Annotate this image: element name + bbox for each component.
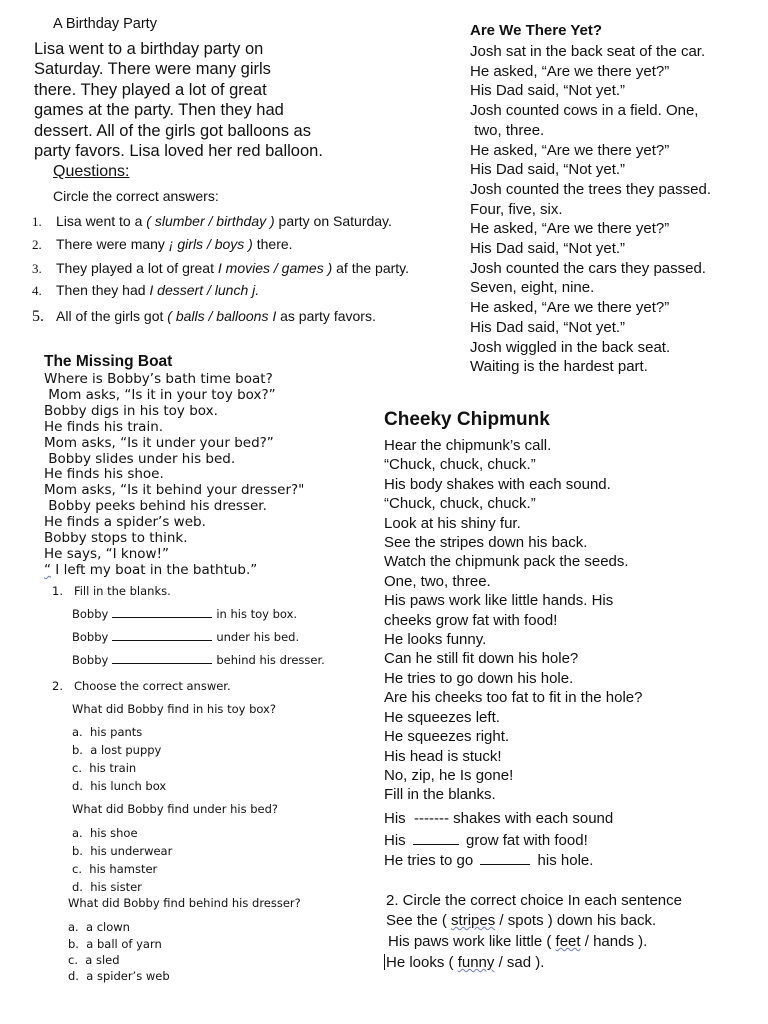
story-line: Josh counted the cars they passed. <box>470 259 706 277</box>
mc-option: d. a spider’s web <box>68 969 170 983</box>
birthday-story <box>34 39 454 161</box>
story-line: Watch the chipmunk pack the seeds. <box>384 553 629 571</box>
fill-blank-line: Bobby under his bed. <box>72 630 300 644</box>
fill-blank-line: Bobby behind his dresser. <box>72 653 325 667</box>
story-line: Look at his shiny fur. <box>384 514 521 532</box>
story-line: “ I left my boat in the bathtub.” <box>44 561 258 578</box>
mc-option: d. his sister <box>72 880 142 894</box>
mc-option: c. a sled <box>68 953 120 967</box>
story-line: Lisa went to a birthday party on <box>34 40 264 58</box>
story-line: Saturday. There were many girls <box>34 60 271 79</box>
story-line: Josh counted cows in a field. One, <box>470 102 699 120</box>
circle-instruction: Circle the correct answers: <box>53 188 219 204</box>
story-line: Are his cheeks too fat to fit in the hole? <box>384 689 643 707</box>
story-line: two, three. <box>470 121 545 139</box>
story-line: He squeezes left. <box>384 708 500 726</box>
story-line: Mom asks, “Is it in your toy box?” <box>44 386 276 403</box>
story-line: He asked, “Are we there yet?” <box>470 62 670 80</box>
mc-question: What did Bobby find behind his dresser? <box>68 896 301 910</box>
mc-option: b. a lost puppy <box>72 743 162 757</box>
story-line: His Dad said, “Not yet.” <box>470 240 626 258</box>
story-line: His Dad said, “Not yet.” <box>470 161 626 179</box>
story-line: He tries to go down his hole. <box>384 669 574 687</box>
chipmunk-q2-line: See the ( stripes / spots ) down his back. <box>386 912 657 929</box>
story-line: His paws work like little hands. His <box>384 592 614 610</box>
story-line: He looks funny. <box>384 631 487 649</box>
story-line: Fill in the blanks. <box>384 786 496 804</box>
mc-option: b. his underwear <box>72 844 173 858</box>
chipmunk-q2-line: His paws work like little ( feet / hands ). <box>388 933 648 950</box>
story-line: games at the party. Then they had <box>34 101 284 120</box>
story-line: cheeks grow fat with food! <box>384 611 558 629</box>
chipmunk-q2-line: He looks ( funny / sad ). <box>386 954 545 971</box>
fill-blanks-label: 1. Fill in the blanks. <box>52 584 171 598</box>
story-line: His head is stuck! <box>384 747 502 765</box>
story-line: dessert. All of the girls got balloons as <box>34 121 311 140</box>
text-cursor <box>384 954 385 970</box>
mc-option: a. a clown <box>68 920 130 934</box>
questions-heading: Questions: <box>53 163 130 180</box>
story-line: He finds a spider’s web. <box>44 514 206 531</box>
are-we-there-story <box>470 42 711 377</box>
question-item: 2. There were many ¡ girls / boys ) there. <box>32 236 293 252</box>
story-line: One, two, three. <box>384 572 491 590</box>
chipmunk-blank-2: His grow fat with food! <box>384 832 588 849</box>
story-line: He finds his shoe. <box>44 466 164 483</box>
mc-option: d. his lunch box <box>72 779 167 793</box>
birthday-title: A Birthday Party <box>53 16 157 32</box>
chipmunk-title: Cheeky Chipmunk <box>384 409 550 430</box>
question-item: 5. All of the girls got ( balls / balloons I as party favors. <box>32 308 376 325</box>
chipmunk-story <box>384 436 643 805</box>
story-line: He finds his train. <box>44 418 164 435</box>
story-line: He asked, “Are we there yet?” <box>470 299 670 317</box>
mc-option: c. his train <box>72 761 137 775</box>
story-line: His Dad said, “Not yet.” <box>470 318 626 336</box>
mc-option: c. his hamster <box>72 862 158 876</box>
mc-option: a. his pants <box>72 725 143 739</box>
mc-question: What did Bobby find under his bed? <box>72 802 279 816</box>
story-line: See the stripes down his back. <box>384 534 588 552</box>
story-line: Can he still fit down his hole? <box>384 650 579 668</box>
story-line: Bobby digs in his toy box. <box>44 402 218 419</box>
story-line: Bobby slides under his bed. <box>44 450 236 467</box>
story-line: Four, five, six. <box>470 200 563 218</box>
question-item: 1. Lisa went to a ( slumber / birthday ) party on Saturday. <box>32 213 392 229</box>
story-line: He squeezes right. <box>384 728 510 746</box>
story-line: Mom asks, “Is it under your bed?” <box>44 434 274 451</box>
story-line: Josh counted the trees they passed. <box>470 180 711 198</box>
mc-question: What did Bobby find in his toy box? <box>72 702 276 716</box>
story-line: He asked, “Are we there yet?” <box>470 220 670 238</box>
fill-blank-line: Bobby in his toy box. <box>72 607 298 621</box>
story-line: Seven, eight, nine. <box>470 279 595 297</box>
story-line: He says, “I know!” <box>44 545 170 562</box>
chipmunk-blank-3: He tries to go his hole. <box>384 852 594 869</box>
chipmunk-q2-title: 2. Circle the correct choice In each sentence <box>386 892 682 909</box>
story-line: Waiting is the hardest part. <box>470 358 648 376</box>
story-line: Hear the chipmunk’s call. <box>384 437 552 454</box>
question-item: 3. They played a lot of great I movies / games ) af the party. <box>32 260 410 276</box>
question-item: 4. Then they had I dessert / lunch j. <box>32 282 260 298</box>
story-line: Bobby stops to think. <box>44 530 188 547</box>
story-line: No, zip, he Is gone! <box>384 766 514 784</box>
choose-answer-label: 2. Choose the correct answer. <box>52 679 231 693</box>
story-line: there. They played a lot of great <box>34 80 267 99</box>
story-line: “Chuck, chuck, chuck.” <box>384 495 536 513</box>
are-we-there-title: Are We There Yet? <box>470 22 602 39</box>
story-line: “Chuck, chuck, chuck.” <box>384 456 536 474</box>
story-line: Josh sat in the back seat of the car. <box>470 43 706 60</box>
story-line: Josh wiggled in the back seat. <box>470 338 671 356</box>
story-line: Mom asks, “Is it behind your dresser?" <box>44 482 305 499</box>
missing-boat-story <box>44 372 304 579</box>
missing-boat-title: The Missing Boat <box>44 353 173 370</box>
story-line: Where is Bobby’s bath time boat? <box>44 371 273 387</box>
story-line: His body shakes with each sound. <box>384 475 611 493</box>
story-line: His Dad said, “Not yet.” <box>470 82 626 100</box>
story-line: Bobby peeks behind his dresser. <box>44 498 267 515</box>
chipmunk-blank-1: His ------- shakes with each sound <box>384 810 614 827</box>
mc-option: a. his shoe <box>72 826 138 840</box>
story-line: party favors. Lisa loved her red balloon. <box>34 142 323 161</box>
mc-option: b. a ball of yarn <box>68 937 162 951</box>
story-line: He asked, “Are we there yet?” <box>470 141 670 159</box>
